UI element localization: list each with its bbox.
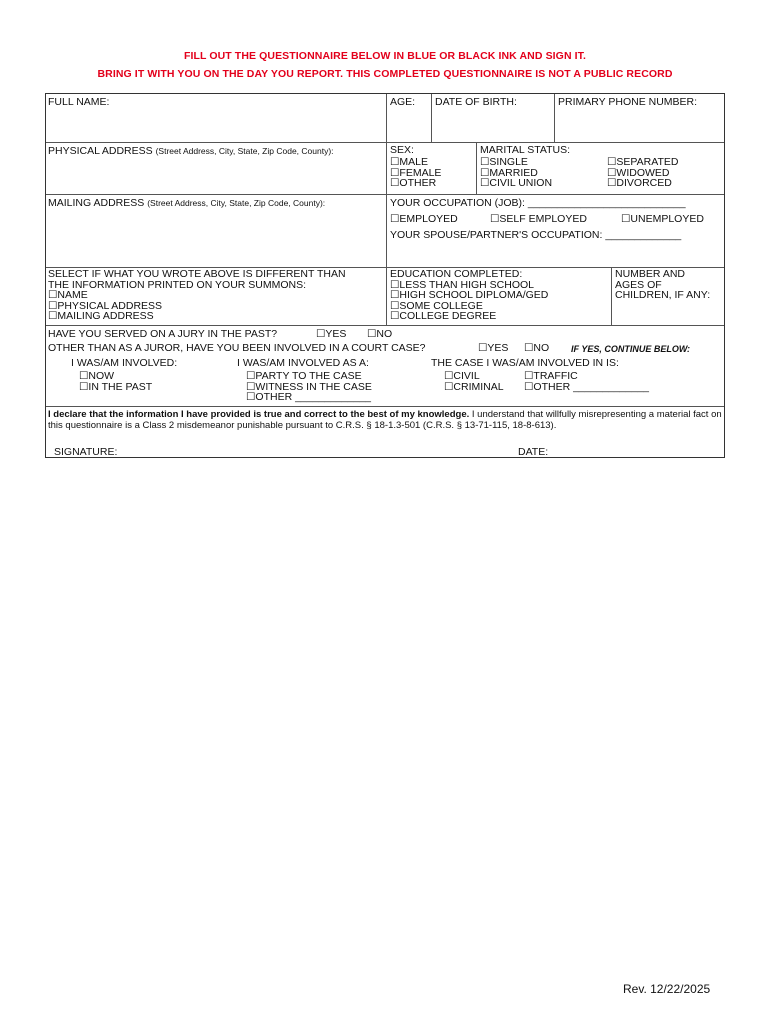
- questionnaire-form: [45, 93, 725, 458]
- court-case-question: OTHER THAN AS A JUROR, HAVE YOU BEEN INVOLVED IN A COURT CASE?: [48, 342, 426, 354]
- court-no-checkbox[interactable]: ☐NO: [524, 342, 550, 354]
- case-other-checkbox[interactable]: ☐OTHER _____________: [524, 380, 649, 393]
- case-type-col1[interactable]: [444, 371, 504, 392]
- education-less-than-high-school-checkbox[interactable]: ☐LESS THAN HIGH SCHOOL: [390, 278, 535, 291]
- different-line-1: SELECT IF WHAT YOU WROTE ABOVE IS DIFFERENT THAN: [48, 268, 346, 280]
- children-line-2: AGES OF: [615, 278, 662, 291]
- case-type-col2[interactable]: [524, 371, 649, 392]
- instruction-line-1: FILL OUT THE QUESTIONNAIRE BELOW IN BLUE OR BLACK INK AND SIGN IT.: [183, 50, 587, 62]
- criminal-checkbox[interactable]: ☐CRIMINAL: [444, 380, 504, 393]
- sex-label: SEX:: [390, 144, 414, 156]
- mailing-address-label: MAILING ADDRESS (Street Address, City, State, Zip Code, County):: [48, 197, 326, 209]
- involved-other-checkbox[interactable]: ☐OTHER _____________: [246, 391, 371, 403]
- full-name-label: FULL NAME:: [48, 96, 110, 108]
- different-mailing-address-checkbox[interactable]: ☐MAILING ADDRESS: [48, 310, 154, 322]
- sex-options[interactable]: [390, 157, 441, 189]
- involved-as-options[interactable]: [246, 371, 372, 403]
- date-of-birth-label: DATE OF BIRTH:: [435, 96, 517, 108]
- case-type-label: THE CASE I WAS/AM INVOLVED IN IS:: [431, 357, 619, 369]
- education-section: [390, 269, 548, 322]
- continue-note: IF YES, CONTINUE BELOW:: [571, 344, 691, 354]
- jury-yes-checkbox[interactable]: ☐YES: [316, 328, 347, 340]
- civil-checkbox[interactable]: ☐CIVIL: [444, 370, 480, 382]
- marital-status-label: MARITAL STATUS:: [480, 144, 571, 156]
- mailing-address-hint: (Street Address, City, State, Zip Code, County):: [147, 198, 326, 208]
- instruction-line-2: BRING IT WITH YOU ON THE DAY YOU REPORT. THIS COMPLETED QUESTIONNAIRE IS NOT A PUBLIC RECORD: [97, 68, 673, 80]
- marital-col1[interactable]: [480, 157, 552, 189]
- employed-checkbox[interactable]: ☐EMPLOYED: [390, 213, 458, 225]
- signature-label[interactable]: SIGNATURE:: [54, 446, 118, 458]
- revision-date: Rev. 12/22/2025: [623, 982, 711, 996]
- party-to-case-checkbox[interactable]: ☐PARTY TO THE CASE: [246, 370, 362, 382]
- jury-no-checkbox[interactable]: ☐NO: [367, 328, 393, 340]
- children-line-3: CHILDREN, IF ANY:: [615, 289, 711, 301]
- education-some-college-checkbox[interactable]: ☐SOME COLLEGE: [390, 299, 483, 312]
- sex-male-checkbox[interactable]: ☐MALE: [390, 156, 429, 168]
- different-name-checkbox[interactable]: ☐NAME: [48, 289, 88, 301]
- physical-address-hint: (Street Address, City, State, Zip Code, County):: [155, 146, 334, 156]
- declaration-bold: I declare that the information I have provided is true and correct to the best of my knowledge.: [48, 409, 470, 420]
- traffic-checkbox[interactable]: ☐TRAFFIC: [524, 370, 578, 382]
- different-than-summons: [48, 269, 346, 322]
- education-label: EDUCATION COMPLETED:: [390, 268, 523, 280]
- sex-other-checkbox[interactable]: ☐OTHER: [390, 177, 437, 189]
- court-yes-checkbox[interactable]: ☐YES: [478, 342, 509, 354]
- children-section: [615, 269, 710, 301]
- marital-widowed-checkbox[interactable]: ☐WIDOWED: [607, 166, 670, 179]
- involved-label: I WAS/AM INVOLVED:: [71, 357, 178, 369]
- different-line-2: THE INFORMATION PRINTED ON YOUR SUMMONS:: [48, 278, 307, 291]
- involved-as-label: I WAS/AM INVOLVED AS A:: [237, 357, 369, 369]
- physical-address-label: PHYSICAL ADDRESS (Street Address, City, State, Zip Code, County):: [48, 145, 334, 157]
- marital-divorced-checkbox[interactable]: ☐DIVORCED: [607, 177, 672, 189]
- involved-now-checkbox[interactable]: ☐NOW: [79, 370, 115, 382]
- marital-separated-checkbox[interactable]: ☐SEPARATED: [607, 156, 679, 168]
- involved-past-checkbox[interactable]: ☐IN THE PAST: [79, 380, 153, 393]
- jury-question: HAVE YOU SERVED ON A JURY IN THE PAST?: [48, 328, 278, 340]
- education-college-degree-checkbox[interactable]: ☐COLLEGE DEGREE: [390, 310, 497, 322]
- age-label: AGE:: [390, 96, 416, 108]
- different-physical-address-checkbox[interactable]: ☐PHYSICAL ADDRESS: [48, 299, 163, 312]
- unemployed-checkbox[interactable]: ☐UNEMPLOYED: [621, 213, 704, 225]
- children-line-1: NUMBER AND: [615, 268, 686, 280]
- self-employed-checkbox[interactable]: ☐SELF EMPLOYED: [490, 213, 587, 225]
- education-high-school-checkbox[interactable]: ☐HIGH SCHOOL DIPLOMA/GED: [390, 289, 549, 301]
- marital-single-checkbox[interactable]: ☐SINGLE: [480, 156, 528, 168]
- date-label[interactable]: DATE:: [518, 446, 549, 458]
- primary-phone-label: PRIMARY PHONE NUMBER:: [558, 96, 698, 108]
- marital-married-checkbox[interactable]: ☐MARRIED: [480, 166, 538, 179]
- marital-col2[interactable]: [607, 157, 678, 189]
- involved-options[interactable]: [79, 371, 152, 392]
- declaration-rest: I understand that willfully misrepresenting a material fact on this questionnaire is a Class 2 misdemeanor punishable pursuant to C.R.S. § 18-1.3-501 (C.R.S. § 13-71-115, 18-8-613).: [48, 409, 722, 431]
- sex-female-checkbox[interactable]: ☐FEMALE: [390, 166, 442, 179]
- witness-checkbox[interactable]: ☐WITNESS IN THE CASE: [246, 380, 372, 393]
- occupation-label[interactable]: YOUR OCCUPATION (JOB): ___________________________: [390, 197, 686, 209]
- marital-civil-union-checkbox[interactable]: ☐CIVIL UNION: [480, 177, 553, 189]
- spouse-occupation-label[interactable]: YOUR SPOUSE/PARTNER'S OCCUPATION: _____________: [390, 229, 682, 241]
- declaration: [48, 409, 724, 431]
